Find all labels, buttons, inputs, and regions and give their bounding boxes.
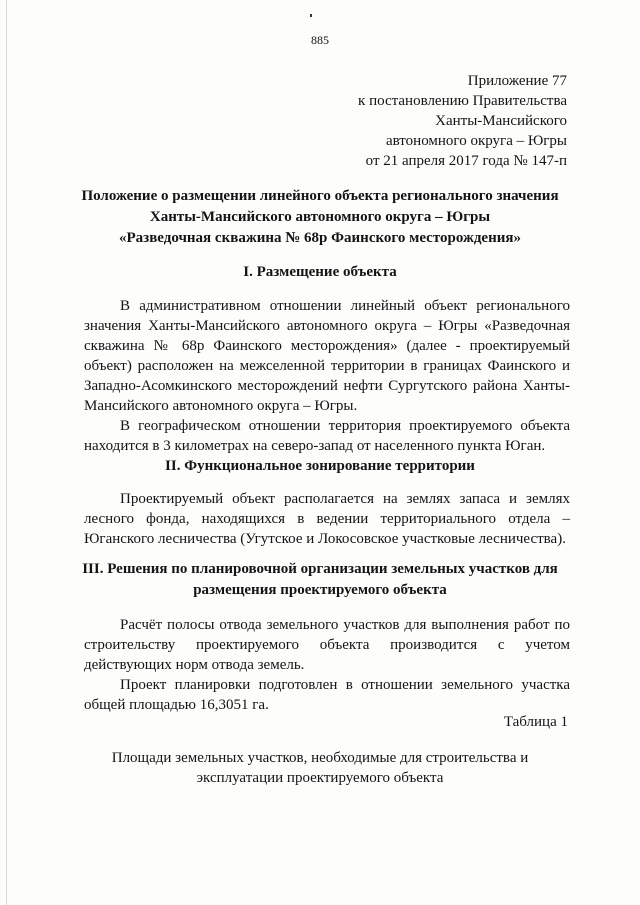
table-caption [0, 748, 640, 788]
title-line: Ханты-Мансийского автономного округа – Югры [149, 209, 491, 225]
annex-line: Приложение 77 [467, 73, 567, 89]
section-2-heading: II. Функциональное зонирование территории [165, 458, 475, 474]
paragraph: Проектируемый объект располагается на землях запаса и землях лесного фонда, находящихся в ведении территориального отдела – Юганского лесничества (Угутское и Локосовское участковые лесничества). [84, 491, 570, 547]
caption-line: Площади земельных участков, необходимые для строительства и [111, 750, 529, 766]
section-3-body [84, 615, 570, 715]
paragraph: В административном отношении линейный объект регионального значения Ханты-Мансийского автономного округа – Югры «Разведочная скважина № 68р Фаинского месторождения» (далее - проектируемый объект) расположен на межселенной территории в границах Фаинского и Западно-Асомкинского месторождений нефти Сургутского района Ханты-Мансийского автономного округа – Югры. [84, 298, 570, 414]
annex-block [358, 71, 567, 171]
caption-line: эксплуатации проектируемого объекта [196, 770, 444, 786]
title-line: Положение о размещении линейного объекта регионального значения [81, 188, 559, 204]
document-title [0, 186, 640, 249]
section-3-heading-line-2: размещения проектируемого объекта [193, 582, 447, 598]
title-line: «Разведочная скважина № 68р Фаинского месторождения» [119, 230, 521, 246]
section-1-body [84, 296, 570, 456]
annex-line: автономного округа – Югры [385, 133, 567, 149]
annex-line: Ханты-Мансийского [435, 113, 567, 129]
annex-line: от 21 апреля 2017 года № 147-п [365, 153, 567, 169]
table-label: Таблица 1 [503, 714, 568, 730]
scan-speck [310, 14, 312, 17]
annex-line: к постановлению Правительства [358, 93, 567, 109]
page-number: 885 [311, 33, 329, 47]
section-2-body [84, 489, 570, 549]
paragraph: Проект планировки подготовлен в отношении земельного участка общей площадью 16,3051 га. [84, 677, 570, 713]
paragraph: В географическом отношении территория проектируемого объекта находится в 3 километрах на северо-запад от населенного пункта Юган. [84, 418, 570, 454]
paragraph: Расчёт полосы отвода земельного участков для выполнения работ по строительству проектируемого объекта производится с учетом действующих норм отвода земель. [84, 617, 570, 673]
section-1-heading: I. Размещение объекта [243, 264, 397, 280]
section-3-heading-line-1: III. Решения по планировочной организации земельных участков для [82, 561, 558, 577]
